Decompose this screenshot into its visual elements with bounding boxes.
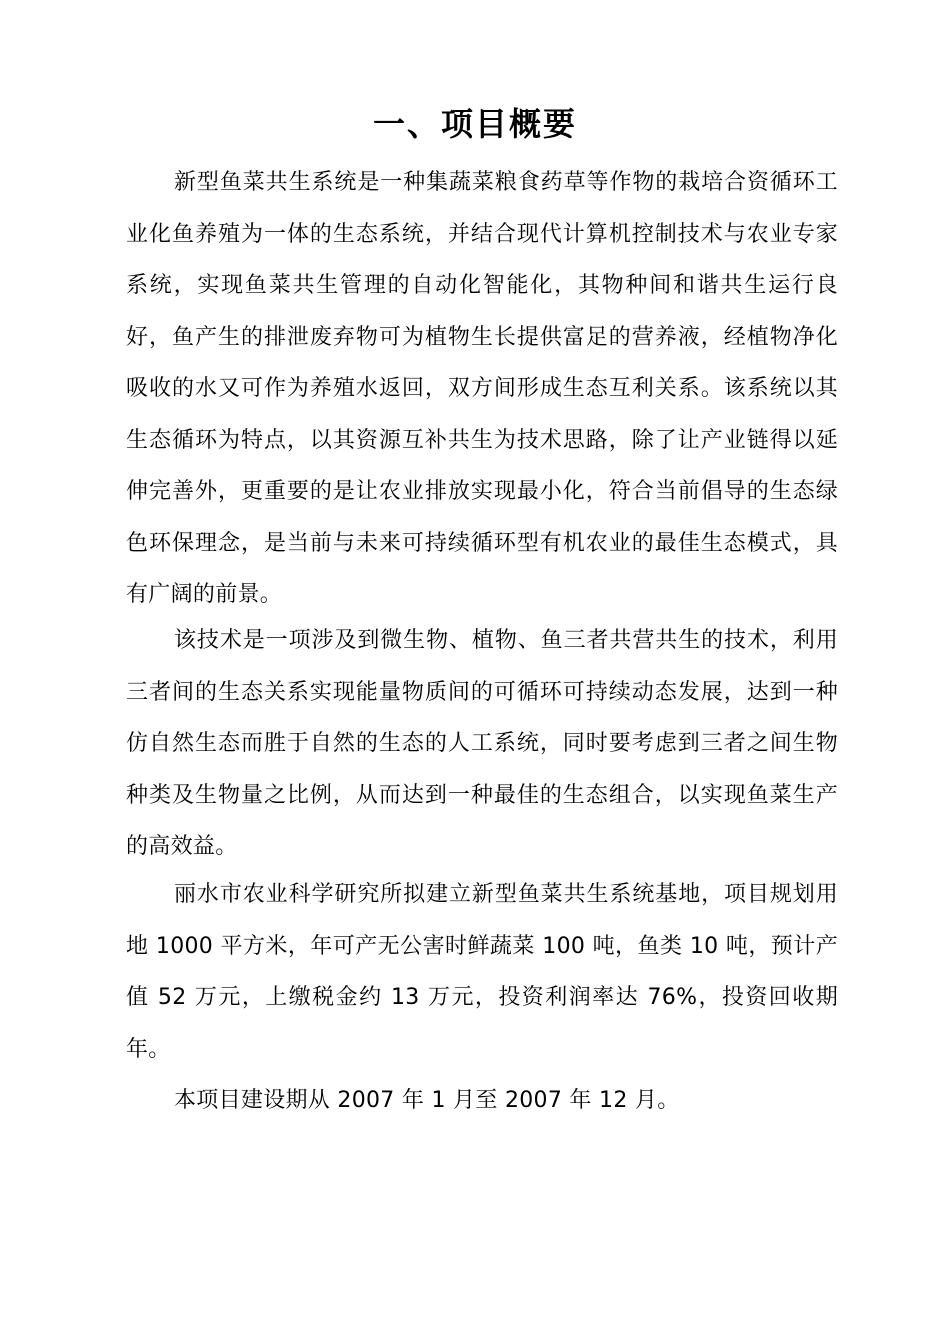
paragraph-plan: 丽水市农业科学研究所拟建立新型鱼菜共生系统基地，项目规划用地 1000 平方米，年可产无公害时鲜蔬菜 100 吨，鱼类 10 吨，预计产值 52 万元，上缴税金约 13 万元，投资利润率达 76%，投资回收期年。 xyxy=(126,882,838,1062)
paragraph-technology: 该技术是一项涉及到微生物、植物、鱼三者共营共生的技术，利用三者间的生态关系实现能量物质间的可循环可持续动态发展，达到一种仿自然生态而胜于自然的生态的人工系统，同时要考虑到三者之间生物种类及生物量之比例，从而达到一种最佳的生态组合，以实现鱼菜生产的高效益。 xyxy=(126,628,838,859)
paragraph-overview: 新型鱼菜共生系统是一种集蔬菜粮食药草等作物的栽培合资循环工业化鱼养殖为一体的生态系统，并结合现代计算机控制技术与农业专家系统，实现鱼菜共生管理的自动化智能化，其物种间和谐共生运行良好，鱼产生的排泄废弃物可为植物生长提供富足的营养液，经植物净化吸收的水又可作为养殖水返回，双方间形成生态互利关系。该系统以其生态循环为特点，以其资源互补共生为技术思路，除了让产业链得以延伸完善外，更重要的是让农业排放实现最小化，符合当前倡导的生态绿色环保理念，是当前与未来可持续循环型有机农业的最佳生态模式，具有广阔的前景。 xyxy=(126,170,838,607)
section-title: 一、项目概要 xyxy=(372,105,577,143)
paragraph-schedule: 本项目建设期从 2007 年 1 月至 2007 年 12 月。 xyxy=(174,1088,680,1113)
